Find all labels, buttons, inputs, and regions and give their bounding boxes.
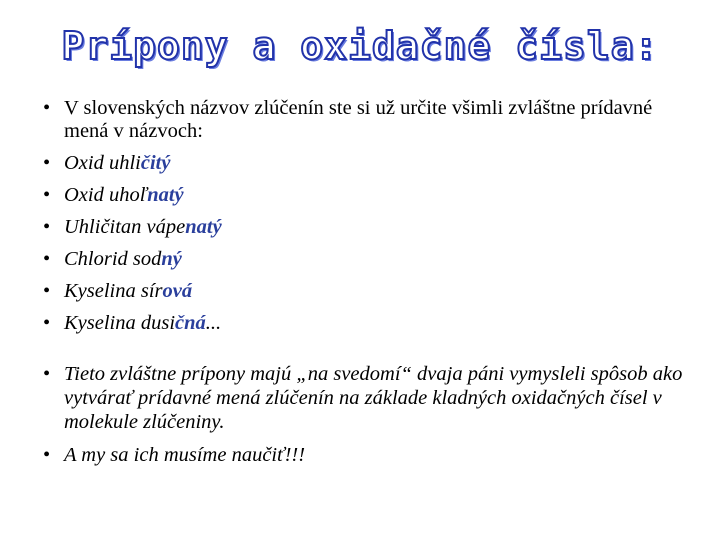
example-suffix: ová xyxy=(162,280,193,302)
example-suffix: čná xyxy=(175,312,206,334)
bullet-list-examples xyxy=(32,97,692,344)
bullet-note: • Tieto zvláštne prípony majú „na svedomí“ dvaja páni vymysleli spôsob ako vytvárať prídavné mená zlúčenín na základe kladných oxidačných čísel v molekule zlúčeniny. xyxy=(32,362,692,434)
example-stem: Kyselina sír xyxy=(64,280,163,302)
example-stem: Chlorid sod xyxy=(64,248,162,270)
bullet-example xyxy=(32,248,692,271)
example-stem: Oxid uhoľ xyxy=(64,184,148,206)
slide-title: Prípony a oxidačné čísla: xyxy=(61,24,659,68)
bullet-example xyxy=(32,312,692,335)
bullet-note: • A my sa ich musíme naučiť!!! xyxy=(32,443,692,467)
bullet-example xyxy=(32,216,692,239)
bullet-intro: • V slovenských názvov zlúčenín ste si už určite všimli zvláštne prídavné mená v názvoch: xyxy=(32,97,692,143)
example-stem: Kyselina dusi xyxy=(64,312,176,334)
example-suffix: čitý xyxy=(140,152,171,174)
bullet-example xyxy=(32,152,692,175)
example-stem: Uhličitan vápe xyxy=(64,216,186,238)
bullet-list-notes xyxy=(32,362,692,476)
bullet-example xyxy=(32,184,692,207)
example-suffix: natý xyxy=(147,184,184,206)
example-stem: Oxid uhli xyxy=(64,152,141,174)
example-tail: ... xyxy=(205,312,222,334)
example-suffix: ný xyxy=(161,248,182,270)
example-suffix: natý xyxy=(185,216,222,238)
bullet-example xyxy=(32,280,692,303)
